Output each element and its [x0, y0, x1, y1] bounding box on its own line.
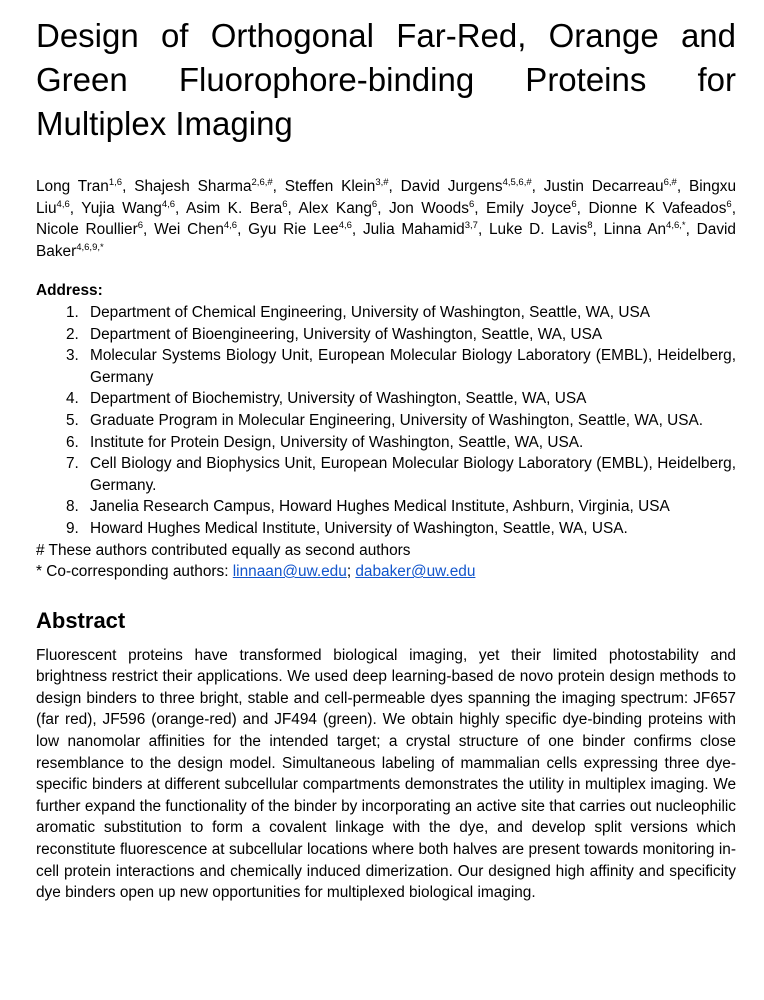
address-number: 7. [66, 455, 79, 473]
equal-contribution-note: # These authors contributed equally as second authors [36, 541, 411, 559]
address-number: 3. [66, 347, 79, 365]
author-name: Shajesh Sharma [134, 178, 252, 195]
author-affiliation: 6 [571, 198, 577, 210]
author-name: Justin Decarreau [543, 178, 664, 195]
author [36, 221, 143, 238]
address-number: 5. [66, 411, 79, 429]
author-name: Yujia Wang [81, 199, 162, 217]
author [544, 178, 677, 195]
author-name: David Baker [36, 221, 736, 260]
email-link-dabaker[interactable]: dabaker@uw.edu [355, 563, 476, 581]
address-text: Institute for Protein Design, University of Washington, Seattle, WA, USA. [90, 433, 584, 451]
author-affiliation: 6 [282, 198, 288, 210]
author-affiliation: 8 [587, 220, 593, 232]
address-text: Cell Biology and Biophysics Unit, European Molecular Biology Laboratory (EMBL), Heidelberg, Germany. [90, 455, 736, 494]
address-number: 4. [66, 390, 79, 408]
address-heading: Address: [36, 282, 103, 300]
author [588, 200, 731, 217]
author [363, 221, 478, 238]
address-list [36, 302, 736, 540]
author-name: Bingxu Liu [36, 178, 737, 217]
author-affiliation: 4,6 [338, 220, 352, 232]
author-affiliation: 6 [137, 220, 144, 232]
abstract-text: Fluorescent proteins have transformed biological imaging, yet their limited photostability and brightness restrict their applications. We used deep learning-based de novo protein design methods to design binders to three bright, stable and cell-permeable dyes spanning the imaging spectrum: JF657 (far red), JF596 (orange-red) and JF494 (green). We obtain highly specific dye-binding proteins with low nanomolar affinities for the intended target; a crystal structure of one binder confirms close resemblance to the design model. Simultaneous labeling of mammalian cells expressing three dye-specific binders at different subcellular compartments demonstrates the utility in multiplex imaging. We further expand the functionality of the binder by incorporating an active site that carries out nucleophilic aromatic substitution to form a covalent linkage with the dye, and develop split versions which reconstitute fluorescence at subcellular locations where both halves are present towards monitoring in-cell protein interactions and chemically induced dimerization. Our designed high affinity and specificity dye binders open up new opportunities for multiplexed biological imaging. [36, 646, 736, 902]
author-affiliation: 4,6 [161, 198, 176, 210]
author-affiliation: 6 [726, 198, 732, 210]
author [36, 178, 122, 195]
author-name: Luke D. Lavis [489, 221, 588, 239]
address-text: Department of Biochemistry, University of Washington, Seattle, WA, USA [90, 390, 587, 408]
author-name: Alex Kang [298, 199, 372, 217]
author-affiliation: 4,6,* [666, 220, 686, 232]
author [154, 221, 237, 238]
paper-title: Design of Orthogonal Far-Red, Orange and Green Fluorophore-binding Proteins for Multiplex Imaging [36, 17, 736, 142]
address-item [36, 410, 736, 432]
address-text: Janelia Research Campus, Howard Hughes Medical Institute, Ashburn, Virginia, USA [90, 498, 670, 516]
address-number: 9. [66, 519, 79, 537]
author-name: Nicole Roullier [36, 221, 138, 239]
author-affiliation: 3,7 [464, 220, 478, 232]
author-name: Asim K. Bera [185, 199, 283, 217]
address-text: Department of Chemical Engineering, University of Washington, Seattle, WA, USA [90, 303, 651, 321]
address-item [36, 432, 736, 454]
author-name: Long Tran [36, 178, 109, 195]
address-item [36, 453, 736, 496]
address-text: Graduate Program in Molecular Engineering, University of Washington, Seattle, WA, USA. [90, 411, 704, 429]
author [81, 200, 175, 217]
email-link-linnaan[interactable]: linnaan@uw.edu [232, 563, 347, 581]
author-affiliation: 6,# [663, 177, 677, 188]
address-item [36, 324, 736, 346]
address-number: 6. [66, 433, 79, 451]
author-affiliation: 3,# [375, 177, 389, 188]
author [248, 221, 352, 238]
corresponding-authors-note [36, 561, 736, 583]
address-number: 1. [66, 303, 79, 321]
author-affiliation: 4,6 [223, 220, 238, 232]
author-list: Long Tran$^{1,6}$, Shajesh Sharma$^{2,6,\#}$, Steffen Klein$^{3,\#}$, David Jurgens$^{4,5,6,\#}$, Justin Decarreau$^{6,\#}$, Bingxu Liu$^{4,6}$, Yujia Wang$^{4,6}$, Asim K. Bera$^6$, Alex Kang$^6$, Jon Woods$^6$, Emily Joyce$^6$, Dionne K Vafeados$^6$, Nicole Roullier$^6$, Wei Chen$^{4,6}$, Gyu Rie Lee$^{4,6}$, Julia Mahamid$^{3,7}$, Luke D. Lavis$^8$, Linna $An^{4,6,*}$, David Baker$^{4,6,9,*}$ [36, 177, 737, 260]
author-affiliation: 4,6 [56, 198, 70, 210]
address-number: 2. [66, 325, 79, 343]
email-separator: ; [346, 563, 356, 581]
author-name: Jon Woods [388, 199, 469, 217]
author-name: Gyu Rie Lee [248, 221, 339, 239]
address-text: Howard Hughes Medical Institute, University of Washington, Seattle, WA, USA. [90, 519, 628, 537]
author-name: Steffen Klein [284, 178, 376, 195]
author-affiliation: 6 [468, 198, 475, 210]
author-affiliation: 6 [371, 198, 378, 210]
author [134, 178, 272, 195]
author-name: Julia Mahamid [362, 221, 465, 239]
author-affiliation: 4,6,9,* [76, 241, 104, 253]
address-number: 8. [66, 498, 79, 516]
address-item [36, 345, 736, 388]
address-item [36, 496, 736, 518]
author [489, 221, 593, 238]
author [604, 221, 686, 238]
abstract-heading: Abstract [36, 607, 126, 633]
author-name: David Jurgens [400, 178, 503, 195]
author [186, 200, 288, 217]
address-item [36, 388, 736, 410]
author-affiliation: 1,6 [108, 177, 123, 188]
address-item [36, 518, 736, 540]
author-affiliation: 2,6,# [251, 177, 273, 188]
paper-page [36, 14, 736, 904]
author-affiliation: 4,5,6,# [502, 177, 532, 188]
address-item [36, 302, 736, 324]
author [401, 178, 532, 195]
corresponding-prefix: * Co-corresponding authors: [36, 563, 233, 581]
author [389, 200, 474, 217]
author-name: Wei Chen [154, 221, 224, 239]
address-text: Molecular Systems Biology Unit, European Molecular Biology Laboratory (EMBL), Heidelberg, Germany [90, 347, 736, 386]
address-text: Department of Bioengineering, University of Washington, Seattle, WA, USA [90, 325, 603, 343]
author [298, 200, 377, 217]
author [285, 178, 389, 195]
author-name: Dionne K Vafeados [588, 199, 727, 217]
author-name: Linna An [603, 221, 667, 239]
author [486, 200, 577, 217]
author-name: Emily Joyce [486, 199, 572, 217]
